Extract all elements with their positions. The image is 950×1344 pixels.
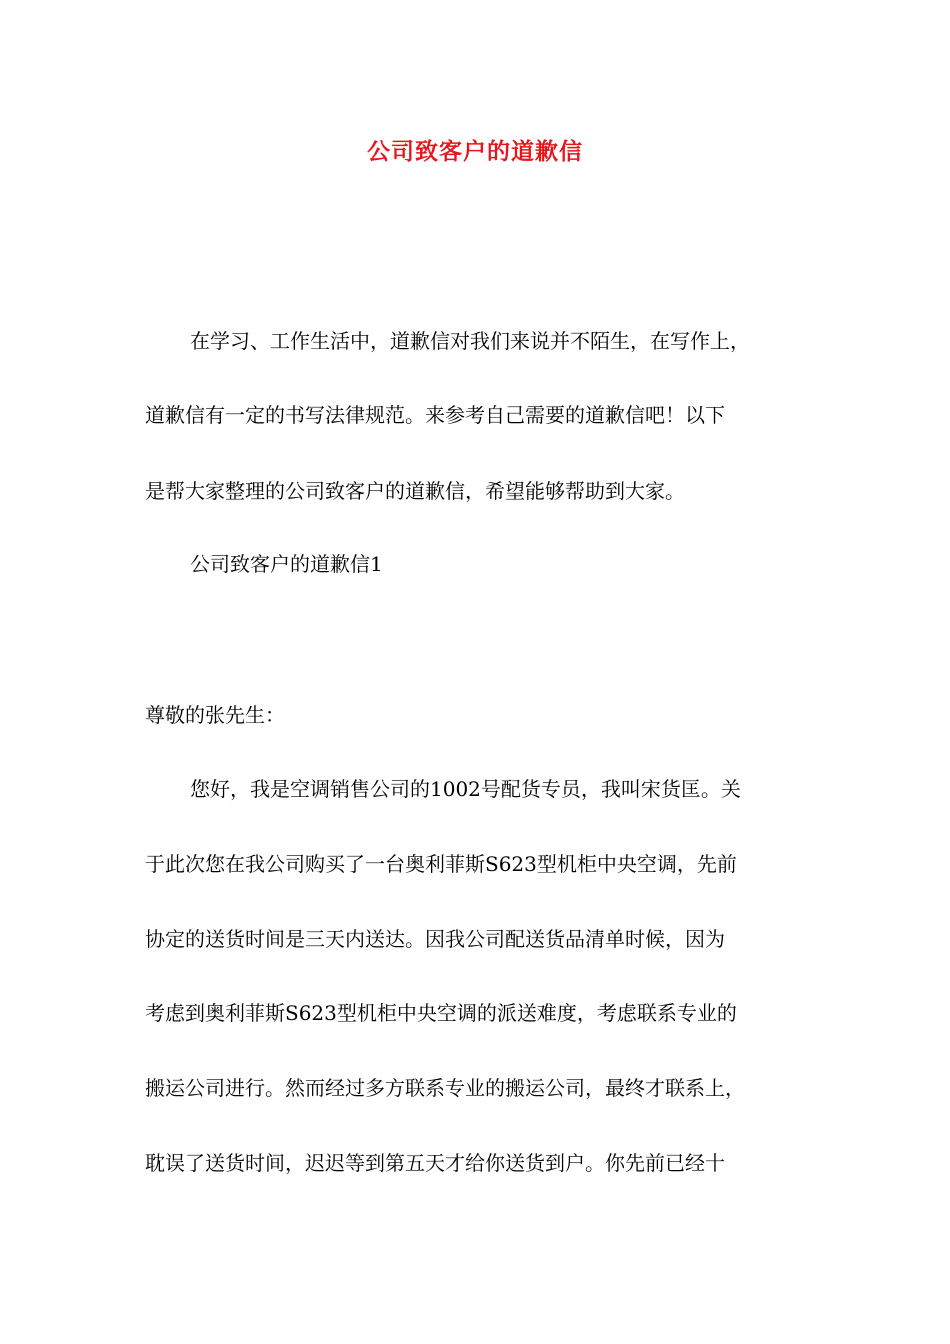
paragraph-line: 考虑到奥利菲斯S623型机柜中央空调的派送难度，考虑联系专业的 — [145, 1001, 737, 1025]
paragraph-line: 耽误了送货时间，迟迟等到第五天才给你送货到户。你先前已经十 — [145, 1151, 725, 1175]
section-heading: 公司致客户的道歉信1 — [190, 552, 383, 576]
paragraph-line: 您好，我是空调销售公司的1002号配货专员，我叫宋货匡。关 — [190, 777, 741, 801]
salutation: 尊敬的张先生： — [145, 703, 285, 727]
paragraph-line: 于此次您在我公司购买了一台奥利菲斯S623型机柜中央空调，先前 — [145, 852, 737, 876]
document-title: 公司致客户的道歉信 — [367, 139, 583, 165]
paragraph-line: 在学习、工作生活中，道歉信对我们来说并不陌生，在写作上， — [190, 329, 750, 353]
paragraph-line: 协定的送货时间是三天内送达。因我公司配送货品清单时候，因为 — [145, 927, 725, 951]
paragraph-line: 是帮大家整理的公司致客户的道歉信，希望能够帮助到大家。 — [145, 479, 685, 503]
paragraph-line: 搬运公司进行。然而经过多方联系专业的搬运公司，最终才联系上， — [145, 1076, 745, 1100]
paragraph-line: 道歉信有一定的书写法律规范。来参考自己需要的道歉信吧！以下 — [145, 403, 725, 427]
